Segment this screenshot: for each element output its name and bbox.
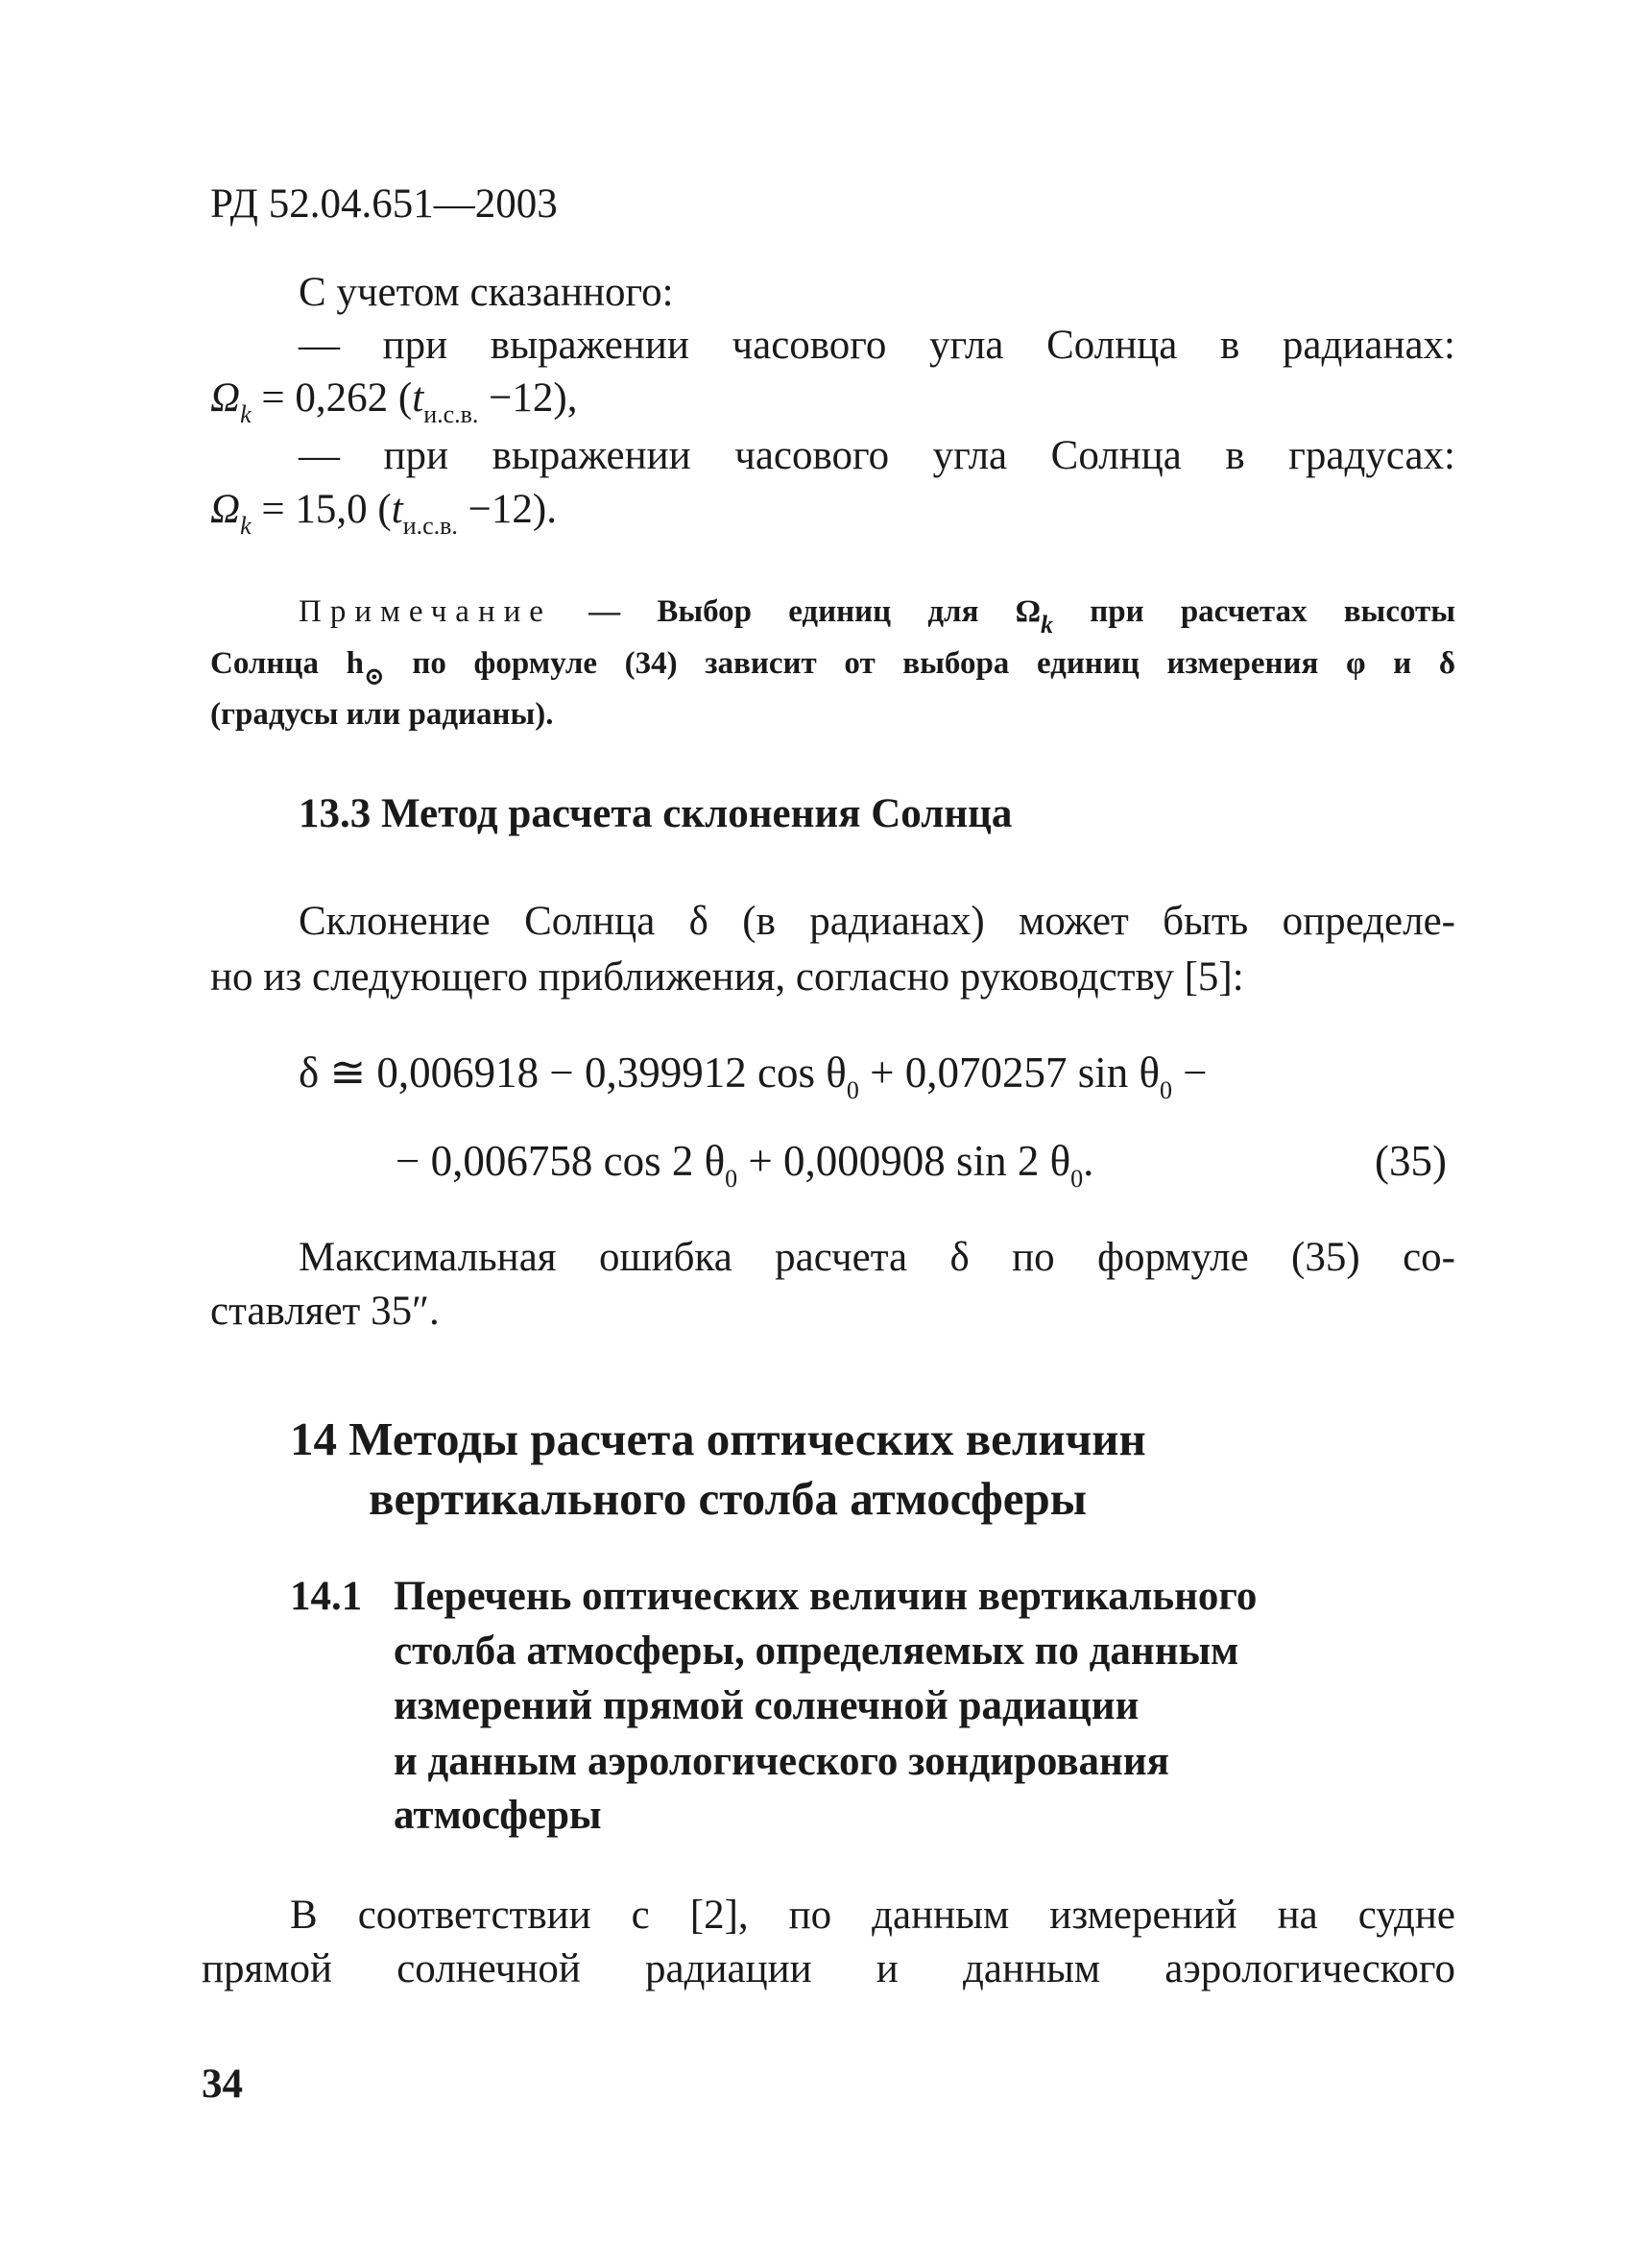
formula-term: − <box>1183 1049 1208 1097</box>
formula-part: = 15,0 ( <box>261 487 392 532</box>
theta-subscript: 0 <box>846 1076 859 1104</box>
formula-part: = 0,262 ( <box>261 375 413 421</box>
intro-text: С учетом сказанного: <box>299 270 674 315</box>
section-14-1-title-line: столба атмосферы, определяемых по данным <box>394 1629 1239 1674</box>
section-14-1-title-line: измерений прямой солнечной радиации <box>394 1683 1140 1728</box>
radians-condition: — при выражении часового угла Солнца в радианах: <box>299 323 1455 368</box>
formula-term: + 0,000908 sin 2 θ <box>748 1137 1071 1185</box>
theta-subscript: 0 <box>1160 1076 1173 1104</box>
section-14-1-title-line: и данным аэрологического зондирования <box>394 1739 1169 1784</box>
section-13-3-para-line-1: Склонение Солнца δ (в радианах) может быть определе- <box>299 899 1455 944</box>
equation-number: (35) <box>1375 1137 1447 1185</box>
formula-35-line-2 <box>396 1136 1094 1193</box>
section-14-1-number: 14.1 <box>290 1574 363 1619</box>
t-subscript: и.с.в. <box>402 512 458 540</box>
theta-subscript: 0 <box>1070 1165 1084 1193</box>
note-line-1 <box>299 594 1456 639</box>
theta-subscript: 0 <box>725 1165 738 1193</box>
error-para-line-1: Максимальная ошибка расчета δ по формуле (35) со- <box>299 1235 1455 1280</box>
page-number: 34 <box>202 2062 243 2107</box>
section-14-1-title-line: Перечень оптических величин вертикального <box>394 1574 1258 1619</box>
formula-part: −12), <box>489 375 578 421</box>
omega-symbol: Ω <box>210 375 241 421</box>
omega-symbol: Ω <box>210 487 241 532</box>
section-14-title-line-1: 14 Методы расчета оптических величин <box>290 1412 1146 1465</box>
formula-35-line-1 <box>299 1047 1208 1104</box>
note-line-3: (градусы или радианы). <box>210 697 554 732</box>
degrees-condition: — при выражении часового угла Солнца в градусах: <box>299 433 1455 478</box>
note-text: по формуле (34) зависит от выбора единиц измерения φ и δ <box>412 646 1456 681</box>
error-para-line-2: ставляет 35″. <box>210 1289 440 1334</box>
omega-subscript: k <box>240 512 252 540</box>
final-para-line-1: В соответствии с [2], по данным измерений на судне <box>290 1893 1455 1938</box>
note-text: при расчетах высоты <box>1090 594 1456 629</box>
t-symbol: t <box>412 375 424 421</box>
omega-subscript: k <box>240 400 252 428</box>
section-13-3-title: 13.3 Метод расчета склонения Солнца <box>299 791 1013 836</box>
note-line-2 <box>210 646 1456 690</box>
note-text: — Выбор единиц для Ω <box>588 594 1042 629</box>
formula-term: + 0,070257 sin θ <box>870 1049 1161 1097</box>
section-13-3-para-line-2: но из следующего приближения, согласно руководству [5]: <box>210 954 1244 1000</box>
note-label: Примечание <box>299 594 552 629</box>
formula-term: − 0,006758 cos 2 θ <box>396 1137 726 1185</box>
note-subscript: ⊙ <box>363 663 385 690</box>
t-subscript: и.с.в. <box>423 400 479 428</box>
degrees-formula <box>210 486 557 540</box>
radians-formula <box>210 374 578 428</box>
final-para-line-2: прямой солнечной радиации и данным аэрологического <box>202 1946 1455 1991</box>
formula-term: δ ≅ 0,006918 − 0,399912 cos θ <box>299 1049 847 1097</box>
formula-term: . <box>1083 1137 1094 1185</box>
document-id: РД 52.04.651—2003 <box>210 181 558 227</box>
section-14-1-title-line: атмосферы <box>394 1793 602 1838</box>
note-text: Солнца h <box>210 646 364 681</box>
note-subscript: k <box>1041 611 1054 639</box>
formula-part: −12). <box>468 487 557 532</box>
t-symbol: t <box>391 487 403 532</box>
section-14-title-line-2: вертикального столба атмосферы <box>369 1472 1088 1525</box>
